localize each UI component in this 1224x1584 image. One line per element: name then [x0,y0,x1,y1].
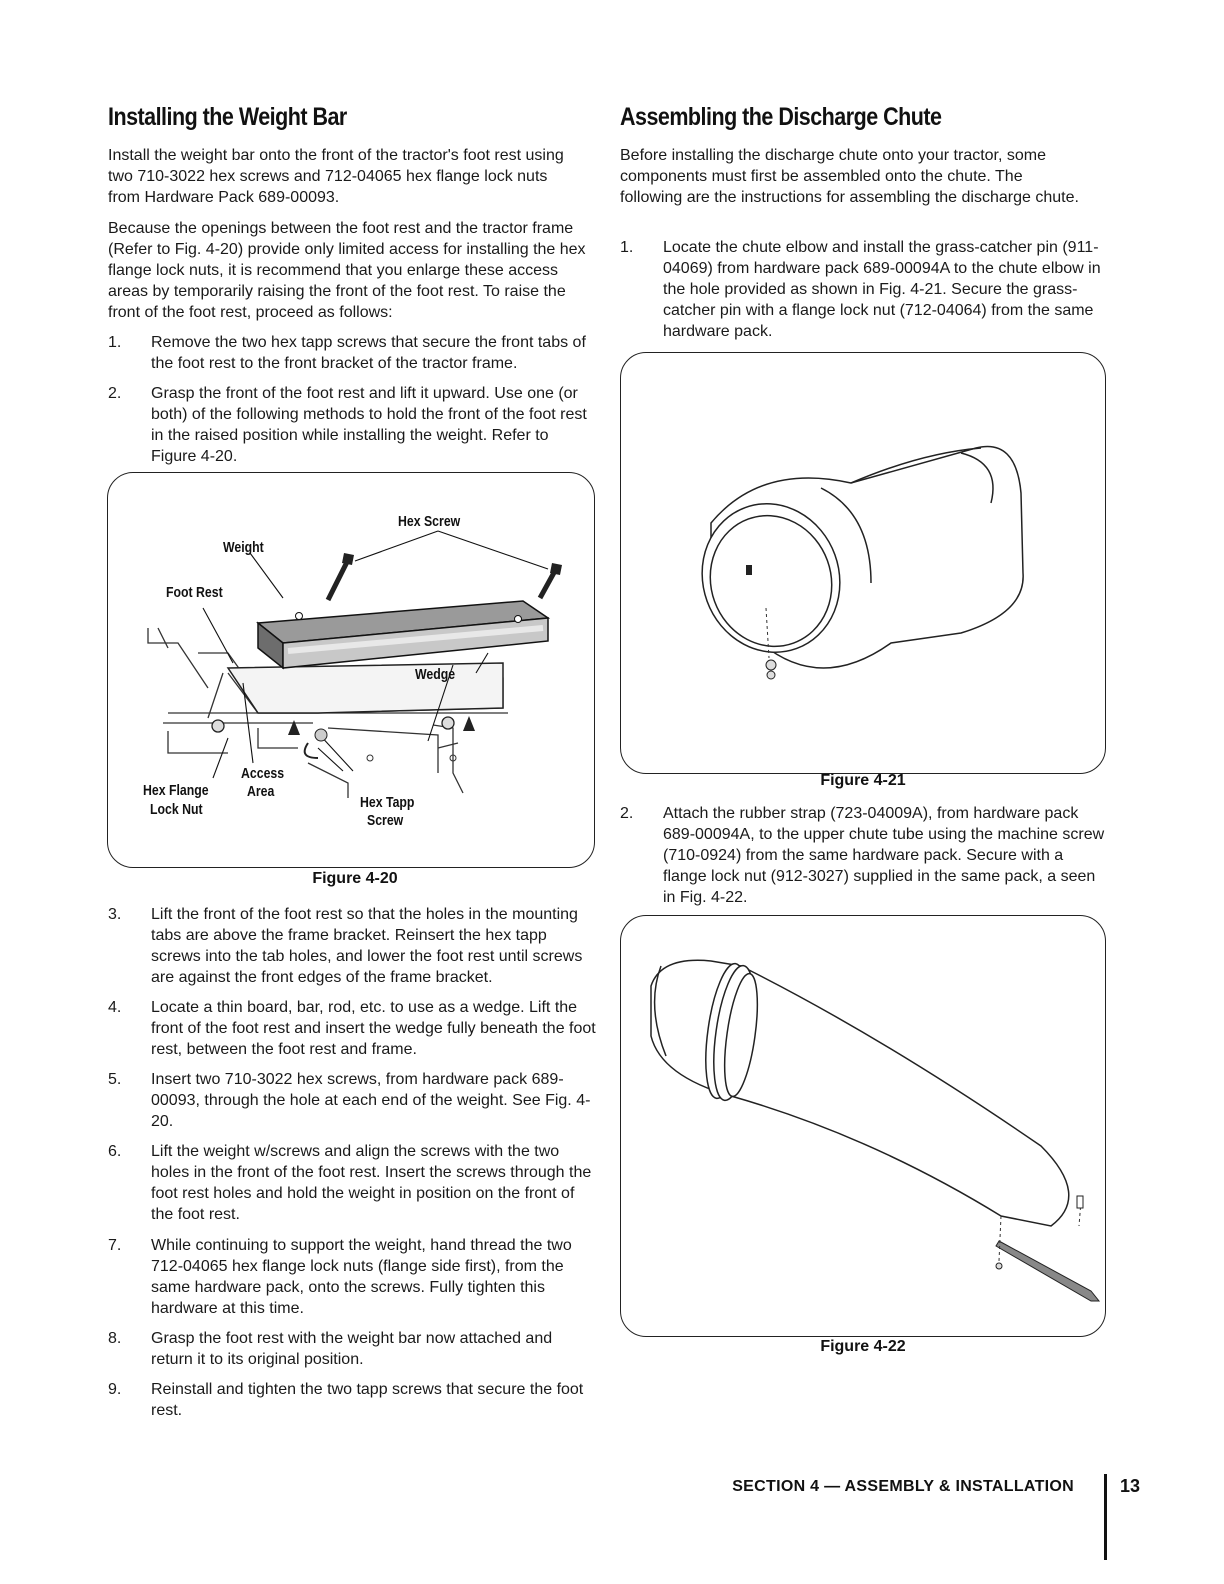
chute-tube-diagram [621,916,1105,1336]
label-hex-screw: Hex Screw [398,513,461,530]
section-footer: SECTION 4 — ASSEMBLY & INSTALLATION [732,1478,1074,1495]
figure-4-20-frame [107,472,595,868]
figure-4-22-frame [620,915,1106,1337]
figure-4-21-frame [620,352,1106,774]
label-hex-flange-line1: Hex Flange [143,782,209,799]
label-access-area-line1: Access [241,765,285,782]
heading-weight-bar: Installing the Weight Bar [108,103,347,131]
heading-discharge-chute: Assembling the Discharge Chute [620,103,942,131]
footer-divider [1104,1474,1107,1560]
label-hex-tapp-line1: Hex Tapp [360,794,415,811]
weight-bar-intro: Install the weight bar onto the front of the tractor's foot rest using two 710-3022 hex screws and 712-04065 hex flange lock nuts from Hardware Pack 689-00093. [108,147,564,206]
label-hex-flange-line2: Lock Nut [150,801,203,818]
chute-elbow-diagram [621,353,1105,773]
page-number: 13 [1120,1476,1141,1496]
discharge-chute-intro: Before installing the discharge chute onto your tractor, some components must first be assembled onto the chute. The following are the instructions for assembling the discharge chute. [620,147,1079,206]
figure-4-22-caption: Figure 4-22 [820,1338,906,1355]
weight-bar-access-note: Because the openings between the foot rest and the tractor frame (Refer to Fig. 4-20) provide only limited access for installing the hex flange lock nuts, it is recommend that you enlarge these access areas by temporarily raising the front of the foot rest. To raise the front of the foot rest, proceed as follows: [108,220,586,321]
label-foot-rest: Foot Rest [166,584,223,601]
figure-4-20-caption: Figure 4-20 [312,870,398,887]
label-weight: Weight [223,539,264,556]
figure-4-21-caption: Figure 4-21 [820,772,906,789]
label-wedge: Wedge [415,666,456,683]
label-access-area-line2: Area [247,783,275,800]
label-hex-tapp-line2: Screw [367,812,404,829]
